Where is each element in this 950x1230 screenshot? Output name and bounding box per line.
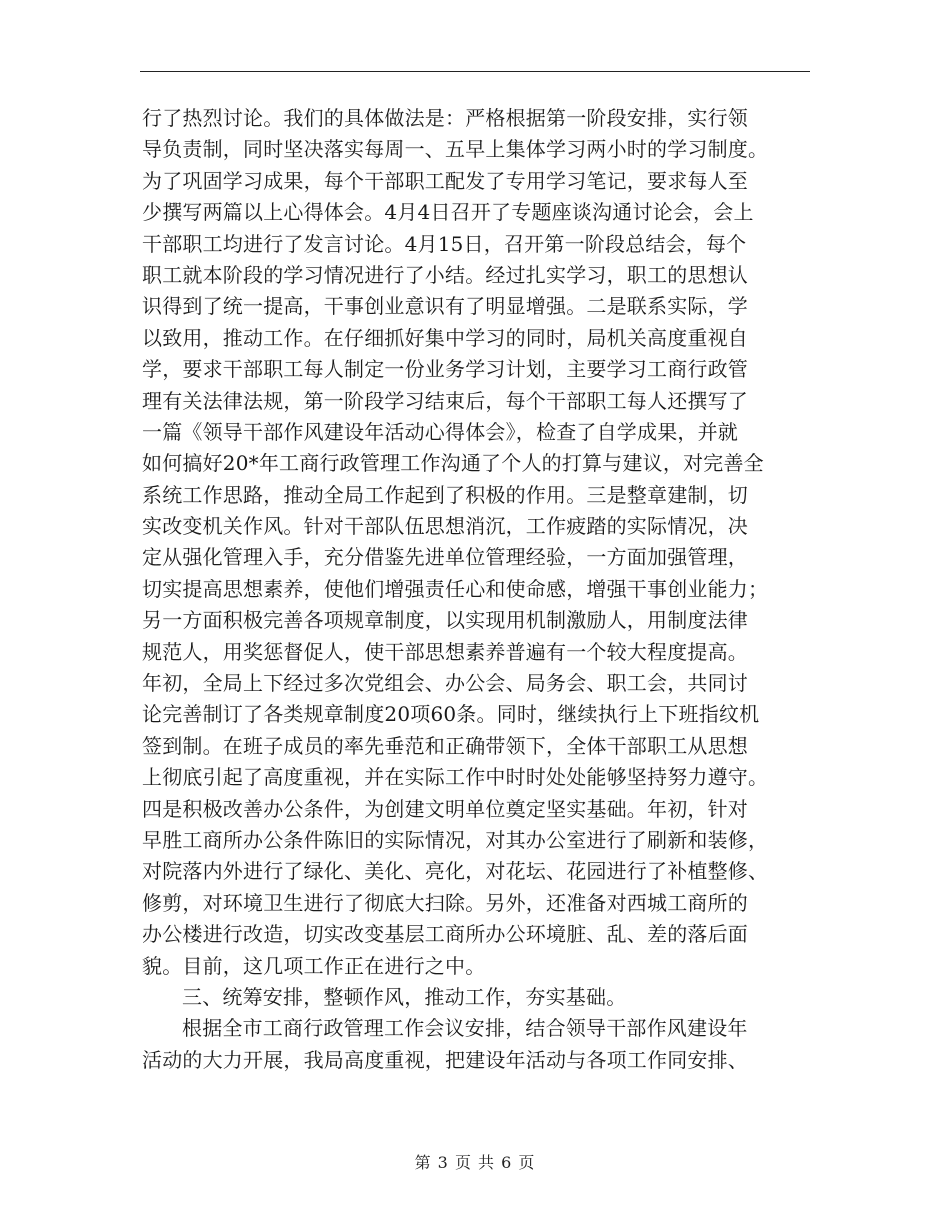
text-line: 学，要求干部职工每人制定一份业务学习计划，主要学习工商行政管 (142, 357, 748, 382)
text-line: 另一方面积极完善各项规章制度，以实现用机制激励人，用制度法律 (142, 608, 748, 633)
text-line: 活动的大力开展，我局高度重视，把建设年活动与各项工作同安排、 (142, 1047, 748, 1072)
text-line: 早胜工商所办公条件陈旧的实际情况，对其办公室进行了刷新和装修， (142, 827, 769, 852)
text-line: 修剪，对环境卫生进行了彻底大扫除。另外，还准备对西城工商所的 (142, 890, 748, 915)
text-line: 规范人，用奖惩督促人，使干部思想素养普遍有一个较大程度提高。 (142, 639, 748, 664)
text-line: 貌。目前，这几项工作正在进行之中。 (142, 953, 486, 978)
text-line: 一篇《领导干部作风建设年活动心得体会》，检查了自学成果，并就 (142, 419, 738, 444)
text-line: 四是积极改善办公条件，为创建文明单位奠定坚实基础。年初，针对 (142, 796, 748, 821)
text-line: 导负责制，同时坚决落实每周一、五早上集体学习两小时的学习制度。 (142, 137, 769, 162)
text-line: 上彻底引起了高度重视，并在实际工作中时时处处能够坚持努力遵守。 (142, 765, 769, 790)
text-line: 论完善制订了各类规章制度20项60条。同时，继续执行上下班指纹机 (142, 702, 760, 727)
text-line: 办公楼进行改造，切实改变基层工商所办公环境脏、乱、差的落后面 (142, 922, 748, 947)
text-line: 少撰写两篇以上心得体会。4月4日召开了专题座谈沟通讨论会，会上 (142, 200, 754, 225)
text-line: 切实提高思想素养，使他们增强责任心和使命感，增强干事创业能力； (142, 576, 769, 601)
page-number-footer: 第 3 页 共 6 页 (414, 1153, 536, 1172)
text-line: 签到制。在班子成员的率先垂范和正确带领下，全体干部职工从思想 (142, 733, 748, 758)
text-line: 如何搞好20*年工商行政管理工作沟通了个人的打算与建议，对完善全 (142, 451, 764, 476)
text-line: 识得到了统一提高，干事创业意识有了明显增强。二是联系实际，学 (142, 294, 748, 319)
section-heading: 三、统筹安排，整顿作风，推动工作，夯实基础。 (182, 984, 627, 1009)
text-line: 系统工作思路，推动全局工作起到了积极的作用。三是整章建制，切 (142, 482, 748, 507)
text-line: 实改变机关作风。针对干部队伍思想消沉，工作疲踏的实际情况，决 (142, 514, 748, 539)
text-line: 理有关法律法规，第一阶段学习结束后，每个干部职工每人还撰写了 (142, 388, 748, 413)
text-line: 为了巩固学习成果，每个干部职工配发了专用学习笔记，要求每人至 (142, 168, 748, 193)
text-line: 年初，全局上下经过多次党组会、办公会、局务会、职工会，共同讨 (142, 671, 748, 696)
text-line: 对院落内外进行了绿化、美化、亮化，对花坛、花园进行了补植整修、 (142, 859, 769, 884)
text-line: 行了热烈讨论。我们的具体做法是：严格根据第一阶段安排，实行领 (142, 106, 748, 130)
text-line: 职工就本阶段的学习情况进行了小结。经过扎实学习，职工的思想认 (142, 262, 748, 287)
paragraph-start-line: 根据全市工商行政管理工作会议安排，结合领导干部作风建设年 (182, 1016, 748, 1041)
text-line: 干部职工均进行了发言讨论。4月15日，召开第一阶段总结会，每个 (142, 231, 747, 256)
document-body (142, 103, 812, 1076)
text-line: 定从强化管理入手，充分借鉴先进单位管理经验，一方面加强管理， (142, 545, 748, 570)
text-line: 以致用，推动工作。在仔细抓好集中学习的同时，局机关高度重视自 (142, 325, 748, 350)
header-rule (140, 71, 810, 72)
